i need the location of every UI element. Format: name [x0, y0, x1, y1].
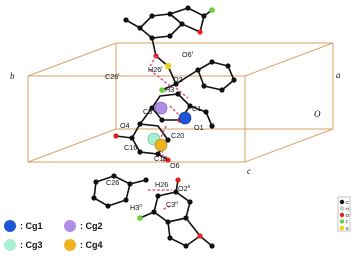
legend-label-cg2: : Cg2 — [80, 221, 103, 231]
element-label-f: F — [345, 220, 349, 226]
atoms — [91, 5, 236, 248]
element-swatch-h — [340, 206, 344, 210]
element-swatch-f — [340, 219, 344, 223]
atom-label-c16: C16 — [124, 143, 138, 152]
axis-label-origin: O — [314, 109, 321, 119]
atom-label-h26-sym1: $H26^I$ — [148, 65, 163, 74]
atom-label-o6: O6 — [170, 161, 180, 170]
atom-label-c18: C18 — [154, 154, 168, 163]
atom-label-c1: C1 — [192, 104, 202, 113]
legend-swatch-cg3 — [4, 239, 16, 251]
legend-label-cg4: : Cg4 — [80, 240, 103, 250]
atom-label-c20: C20 — [171, 131, 185, 140]
centroid-cg1 — [179, 112, 191, 124]
element-label-o: O — [345, 214, 350, 219]
element-label-c: C — [345, 201, 349, 206]
legend-swatch-cg4 — [64, 239, 76, 251]
legend-swatch-cg1 — [4, 220, 16, 232]
unit-cell-box — [28, 43, 333, 162]
element-swatch-o — [340, 213, 344, 217]
atom-label-o6-sym1: $O6^I$ — [182, 50, 193, 59]
element-swatch-c — [340, 200, 344, 204]
atom-label-c26-sym1: $C26^I$ — [105, 72, 120, 81]
atom-label-c26: C26 — [106, 178, 120, 187]
legend-swatch-cg2 — [64, 220, 76, 232]
atom-label-o1: O1 — [194, 123, 204, 132]
legend-label-cg1: : Cg1 — [20, 221, 43, 231]
atom-label-o2: O2 — [173, 75, 183, 84]
ring-centroids — [148, 102, 191, 151]
axis-label-b: b — [10, 71, 15, 81]
axis-label-a: a — [336, 70, 341, 80]
element-swatch-s — [340, 226, 344, 230]
centroid-legend — [4, 220, 103, 251]
atom-label-h3-sym2: $H3^{II}$ — [130, 203, 142, 212]
atom-label-h26: H26 — [155, 180, 169, 189]
centroid-cg2 — [155, 102, 167, 114]
atom-label-c3-sym2: $C3^{II}$ — [166, 200, 178, 209]
atom-label-c5: C5 — [143, 107, 153, 116]
atom-label-h3: H3 — [165, 85, 175, 94]
element-key — [338, 197, 350, 232]
element-label-s: S — [345, 227, 349, 232]
centroid-cg4 — [155, 139, 167, 151]
axis-label-c: c — [247, 166, 251, 176]
legend-label-cg3: : Cg3 — [20, 240, 43, 250]
atom-label-o4: O4 — [120, 121, 130, 130]
atom-label-o2-sym2: $O2^{II}$ — [178, 184, 191, 193]
element-label-h: H — [345, 207, 349, 213]
